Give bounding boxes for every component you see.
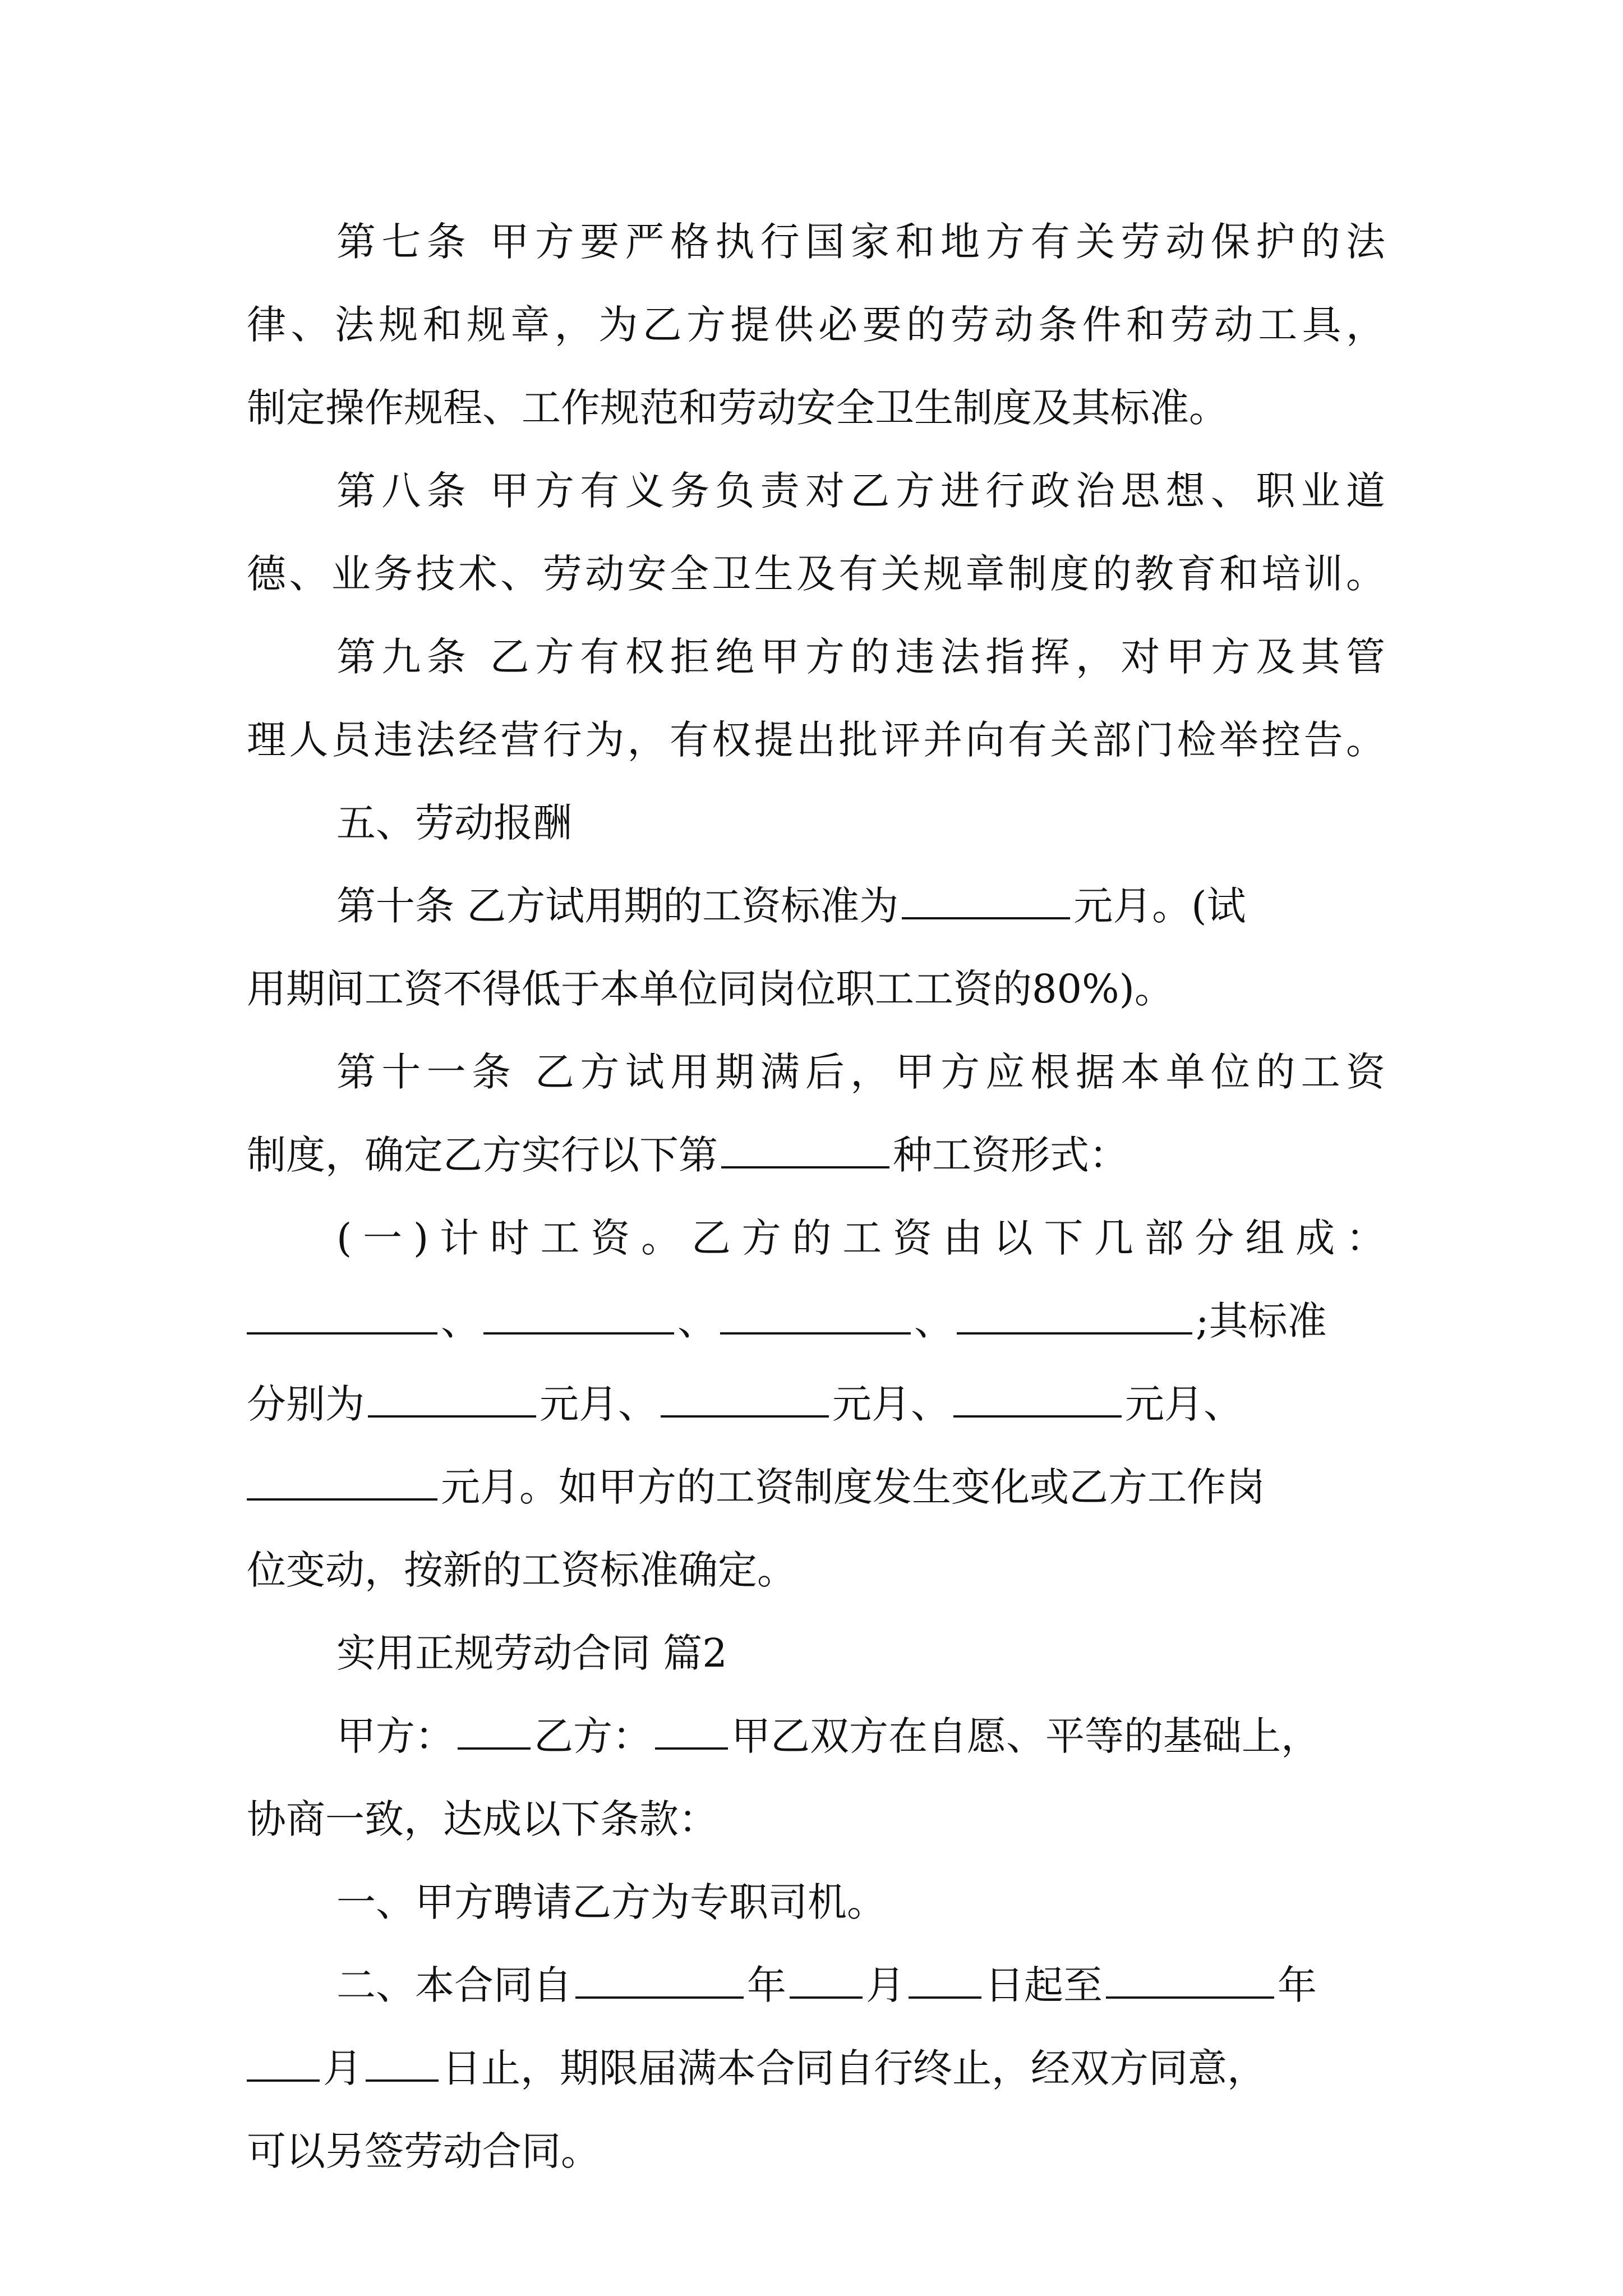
article-11-line-2 — [247, 1113, 1385, 1197]
article-11-line-1: 第十一条 乙方试用期满后，甲方应根据本单位的工资 — [336, 1049, 1385, 1095]
parties-text: 甲乙双方在自愿、平等的基础上， — [731, 1713, 1320, 1759]
blank-field[interactable] — [720, 1293, 911, 1335]
article-7-line-1: 第七条 甲方要严格执行国家和地方有关劳动保护的法 — [336, 219, 1385, 265]
party-a-blank[interactable] — [458, 1708, 531, 1750]
year-label: 年 — [747, 1962, 786, 2008]
blank-field[interactable] — [902, 878, 1070, 919]
article-10-text-a: 第十条 乙方试用期的工资标准为 — [336, 883, 899, 929]
blank-field[interactable] — [247, 1459, 437, 1501]
article-10-line-2: 用期间工资不得低于本单位同岗位职工工资的80%)。 — [247, 966, 1174, 1012]
end-day-blank[interactable] — [366, 2040, 439, 2082]
year-label: 年 — [1278, 1962, 1317, 2008]
clause-2-text-b: 日止，期限届满本合同自行终止，经双方同意， — [442, 2045, 1266, 2091]
clause-2-line-1 — [336, 1943, 1385, 2027]
start-year-blank[interactable] — [575, 1957, 744, 1999]
month-label: 月 — [866, 1962, 905, 2008]
time-wage-unit: 元月、 — [540, 1381, 657, 1427]
separator: 、 — [441, 1298, 480, 1344]
article-8-line-1: 第八条 甲方有义务负责对乙方进行政治思想、职业道 — [336, 468, 1385, 514]
start-month-blank[interactable] — [790, 1957, 863, 1999]
article-11-text-b: 种工资形式： — [893, 1132, 1128, 1178]
month-label: 月 — [323, 2045, 362, 2091]
time-wage-unit: 元月、 — [1125, 1381, 1243, 1427]
clause-2-line-2 — [247, 2026, 1385, 2110]
time-wage-line-4 — [247, 1445, 1385, 1529]
blank-field[interactable] — [953, 1376, 1122, 1418]
parties-line-1 — [336, 1694, 1385, 1778]
end-month-blank[interactable] — [247, 2040, 320, 2082]
article-7-line-2: 律、法规和规章，为乙方提供必要的劳动条件和劳动工具， — [247, 302, 1385, 348]
time-wage-line-1: (一)计时工资。乙方的工资由以下几部分组成： — [336, 1215, 1385, 1261]
contract-2-title: 实用正规劳动合同 篇2 — [336, 1630, 727, 1676]
time-wage-line-2 — [247, 1279, 1385, 1363]
article-8-line-2: 德、业务技术、劳动安全卫生及有关规章制度的教育和培训。 — [247, 551, 1385, 597]
clause-2-line-3: 可以另签劳动合同。 — [247, 2128, 600, 2174]
blank-field[interactable] — [957, 1293, 1192, 1335]
article-10-text-b: 元月。(试 — [1073, 883, 1246, 929]
clause-1: 一、甲方聘请乙方为专职司机。 — [336, 1879, 886, 1925]
separator: 、 — [677, 1298, 717, 1344]
day-until-label: 日起至 — [985, 1962, 1103, 2008]
time-wage-text-b: 元月。如甲方的工资制度发生变化或乙方工作岗 — [441, 1464, 1265, 1510]
end-year-blank[interactable] — [1106, 1957, 1274, 1999]
blank-field[interactable] — [247, 1293, 437, 1335]
article-11-text-a: 制度，确定乙方实行以下第 — [247, 1132, 718, 1178]
party-b-blank[interactable] — [655, 1708, 728, 1750]
time-wage-unit: 元月、 — [832, 1381, 950, 1427]
article-7-line-3: 制定操作规程、工作规范和劳动安全卫生制度及其标准。 — [247, 385, 1228, 431]
article-9-line-2: 理人员违法经营行为，有权提出批评并向有关部门检举控告。 — [247, 717, 1385, 763]
section-5-heading: 五、劳动报酬 — [336, 800, 572, 846]
time-wage-line-5: 位变动，按新的工资标准确定。 — [247, 1547, 796, 1593]
blank-field[interactable] — [483, 1293, 674, 1335]
blank-field[interactable] — [368, 1376, 536, 1418]
party-b-label: 乙方： — [534, 1713, 652, 1759]
time-wage-line-3 — [247, 1362, 1385, 1446]
separator: 、 — [914, 1298, 953, 1344]
blank-field[interactable] — [661, 1376, 829, 1418]
article-10-line-1 — [336, 864, 1385, 948]
clause-2-text-a: 二、本合同自 — [336, 1962, 572, 2008]
time-wage-text-a: 分别为 — [247, 1381, 365, 1427]
article-9-line-1: 第九条 乙方有权拒绝甲方的违法指挥，对甲方及其管 — [336, 634, 1385, 680]
parties-line-2: 协商一致，达成以下条款： — [247, 1796, 718, 1842]
time-wage-text-end: ;其标准 — [1196, 1298, 1327, 1344]
blank-field[interactable] — [721, 1127, 889, 1168]
party-a-label: 甲方： — [336, 1713, 454, 1759]
start-day-blank[interactable] — [909, 1957, 981, 1999]
